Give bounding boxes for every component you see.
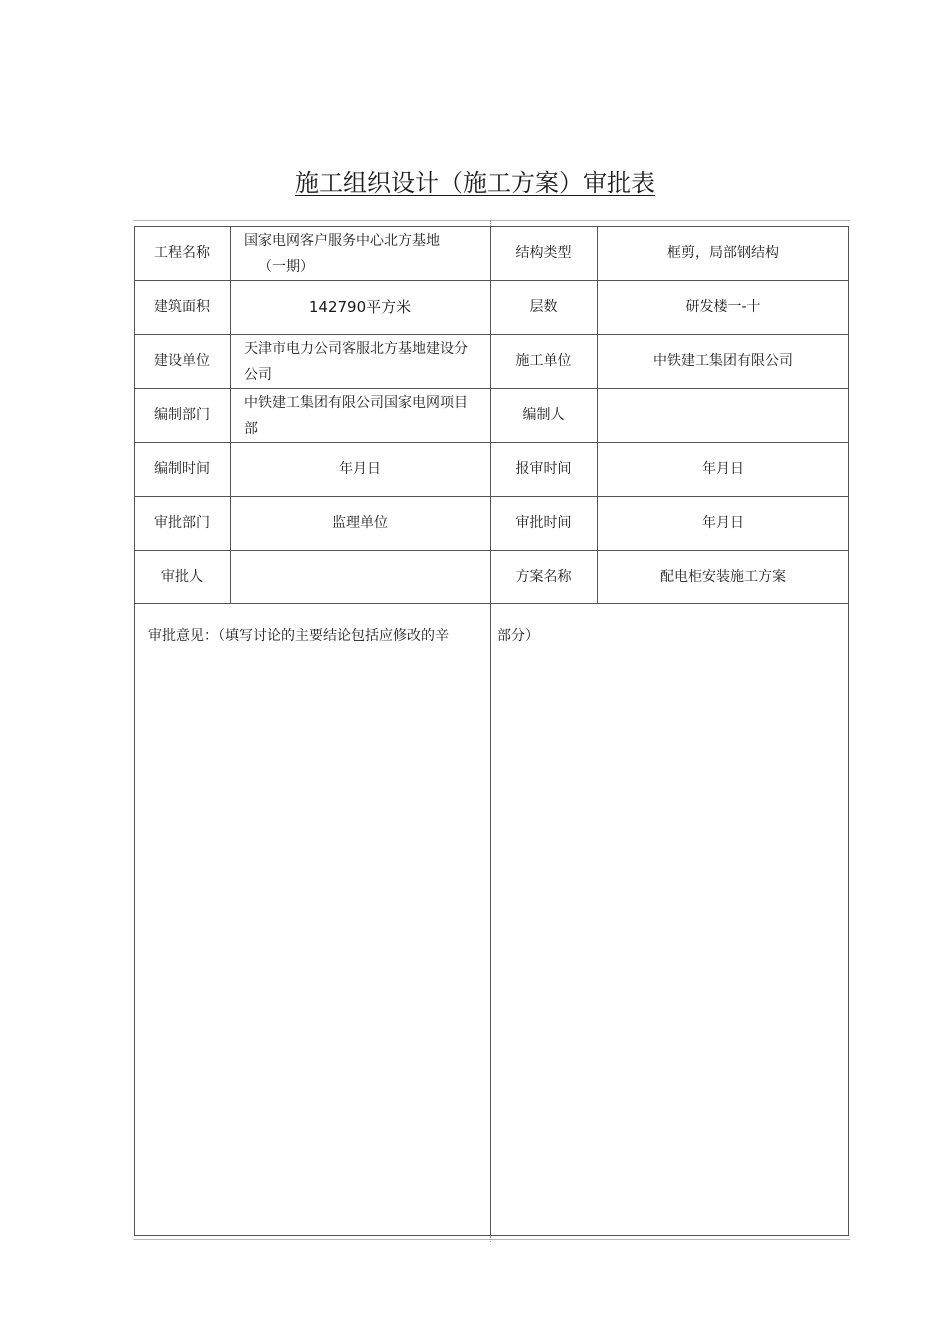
document-title-text: 施工组织设计（施工方案）审批表: [295, 169, 655, 197]
value-project-name-line2: （一期）: [258, 259, 314, 275]
value-compiling-dept: [230, 388, 490, 442]
label-approver: 审批人: [161, 568, 203, 585]
value-client-unit-line1: 天津市电力公司客服北方基地建设分: [244, 341, 468, 357]
value-approval-dept: 监理单位: [332, 515, 388, 531]
label-approval-time: 审批时间: [515, 515, 572, 531]
row-divider: [134, 603, 849, 604]
value-structure-type: 框剪，局部钢结构: [667, 245, 779, 261]
outer-bottom-rule: [133, 1239, 850, 1240]
label-plan-name: 方案名称: [515, 568, 572, 585]
value-floors: 研发楼一-十: [685, 299, 761, 315]
label-client-unit: 建设单位: [154, 353, 210, 369]
label-contractor: 施工单位: [515, 353, 572, 369]
label-submit-time: 报审时间: [515, 461, 572, 477]
document-title: [0, 166, 950, 200]
value-building-area: 142790平方米: [308, 298, 412, 316]
outer-top-rule: [133, 220, 850, 221]
approval-opinion-text: 审批意见：（填写讨论的主要结论包括应修改的辛: [148, 628, 449, 644]
value-approver: [230, 550, 490, 603]
value-compiling-dept-line1: 中铁建工集团有限公司国家电网项目: [244, 395, 468, 411]
value-submit-time: 年月日: [702, 461, 744, 477]
value-compiling-dept-line2: 部: [244, 421, 258, 437]
value-compile-time: 年月日: [339, 461, 381, 477]
column-tick: [490, 1236, 491, 1242]
label-structure-type: 结构类型: [515, 245, 572, 261]
value-compiler: [597, 388, 849, 442]
label-approval-dept: 审批部门: [154, 515, 210, 531]
value-plan-name: 配电柜安装施工方案: [660, 568, 786, 585]
value-client-unit-line2: 公司: [244, 367, 272, 383]
label-floors: 层数: [529, 299, 558, 315]
value-contractor: 中铁建工集团有限公司: [653, 353, 793, 369]
label-compile-time: 编制时间: [154, 461, 210, 477]
label-project-name: 工程名称: [154, 245, 210, 261]
label-compiling-dept: 编制部门: [154, 407, 210, 423]
approval-opinion-text-continued: 部分）: [497, 628, 539, 644]
value-project-name: [230, 226, 490, 280]
value-project-name-line1: 国家电网客户服务中心北方基地: [244, 233, 440, 249]
label-building-area: 建筑面积: [154, 299, 210, 315]
value-approval-time: 年月日: [702, 515, 744, 531]
value-client-unit: [230, 334, 490, 388]
label-compiler: 编制人: [522, 407, 565, 423]
